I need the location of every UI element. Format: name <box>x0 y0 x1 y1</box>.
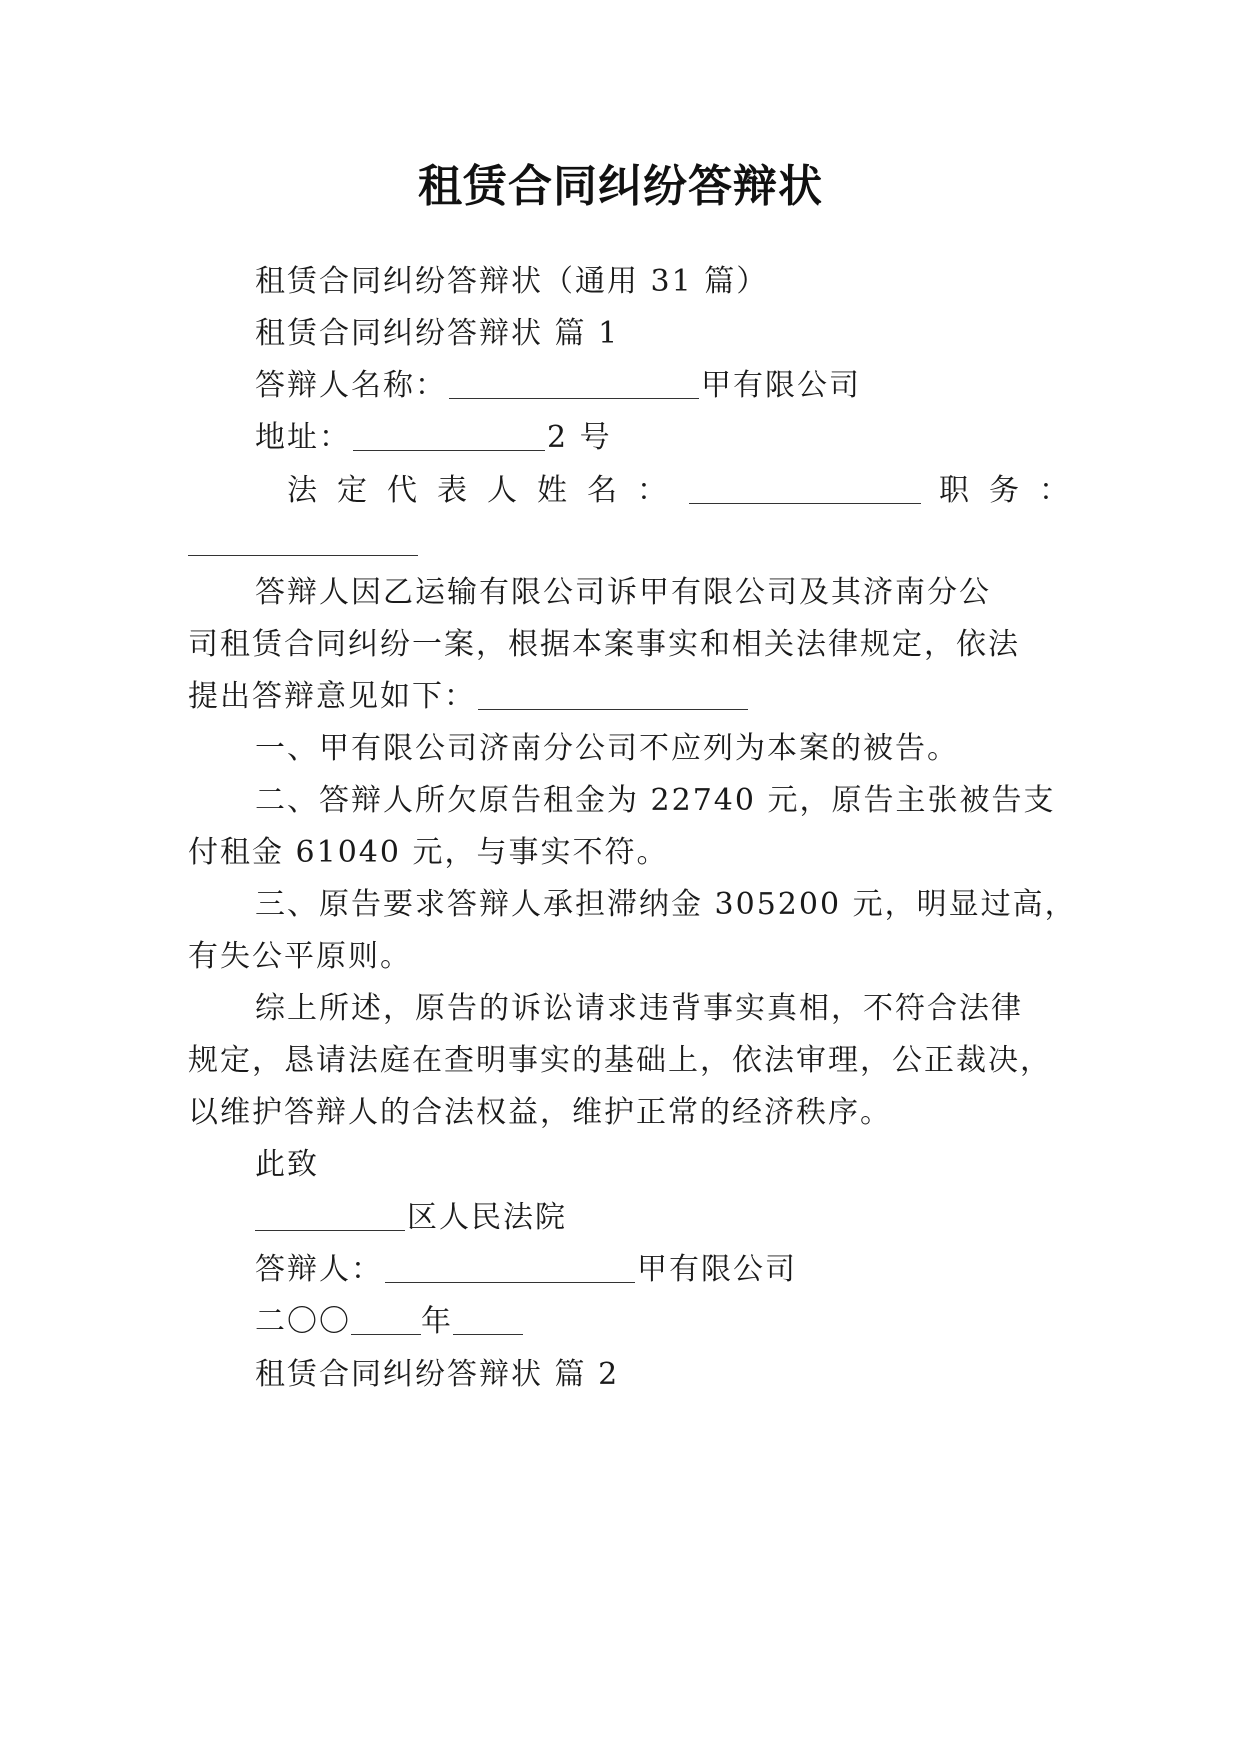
summary-line-2: 规定，恳请法庭在查明事实的基础上，依法审理，公正裁决， <box>188 1043 1052 1078</box>
position-label: 职务： <box>939 473 1089 508</box>
point-2-line-1: 二、答辩人所欠原告租金为 22740 元，原告主张被告支 <box>255 783 1056 818</box>
summary-line-1: 综上所述，原告的诉讼请求违背事实真相，不符合法律 <box>255 991 1023 1026</box>
intro-line-3-text: 提出答辩意见如下： <box>188 679 476 714</box>
closing-salutation: 此致 <box>255 1147 319 1182</box>
position-line <box>188 523 418 563</box>
respondent-name-label: 答辩人名称： <box>255 368 447 403</box>
document-title: 租赁合同纠纷答辩状 <box>418 161 823 212</box>
position-blank <box>188 527 418 556</box>
legal-rep-label: 法定代表人姓名： <box>287 473 687 508</box>
address-line <box>255 418 612 458</box>
address-label: 地址： <box>255 420 351 455</box>
date-line <box>255 1302 523 1342</box>
point-3-line-2: 有失公平原则。 <box>188 939 412 974</box>
summary-line-3: 以维护答辩人的合法权益，维护正常的经济秩序。 <box>188 1095 892 1130</box>
court-blank <box>255 1202 405 1231</box>
date-prefix: 二〇〇 <box>255 1304 351 1339</box>
year-blank <box>351 1306 421 1335</box>
respondent-name-blank <box>449 370 699 399</box>
respondent-name-suffix: 甲有限公司 <box>701 368 861 403</box>
intro-line-3 <box>188 677 750 717</box>
date-year-label: 年 <box>421 1304 453 1339</box>
signature-suffix: 甲有限公司 <box>637 1252 797 1287</box>
intro-line-2: 司租赁合同纠纷一案，根据本案事实和相关法律规定，依法 <box>188 627 1020 662</box>
document-subtitle: 租赁合同纠纷答辩状（通用 31 篇） <box>255 264 769 299</box>
court-suffix: 区人民法院 <box>407 1200 567 1235</box>
intro-line-1: 答辩人因乙运输有限公司诉甲有限公司及其济南分公 <box>255 575 991 610</box>
section-heading-1: 租赁合同纠纷答辩状 篇 1 <box>255 316 620 351</box>
court-line <box>255 1198 567 1238</box>
respondent-name-line <box>255 366 861 406</box>
intro-blank <box>478 681 748 710</box>
legal-rep-blank <box>689 475 921 504</box>
address-suffix: 2 号 <box>547 420 612 455</box>
point-1: 一、甲有限公司济南分公司不应列为本案的被告。 <box>255 731 959 766</box>
month-blank <box>453 1306 523 1335</box>
signature-line <box>255 1250 797 1290</box>
signature-blank <box>385 1254 635 1283</box>
point-3-line-1: 三、原告要求答辩人承担滞纳金 305200 元，明显过高， <box>255 887 1077 922</box>
section-heading-2: 租赁合同纠纷答辩状 篇 2 <box>255 1357 620 1392</box>
address-blank <box>353 422 545 451</box>
legal-rep-line <box>287 471 1089 511</box>
point-2-line-2: 付租金 61040 元，与事实不符。 <box>188 835 669 870</box>
signature-label: 答辩人： <box>255 1252 383 1287</box>
